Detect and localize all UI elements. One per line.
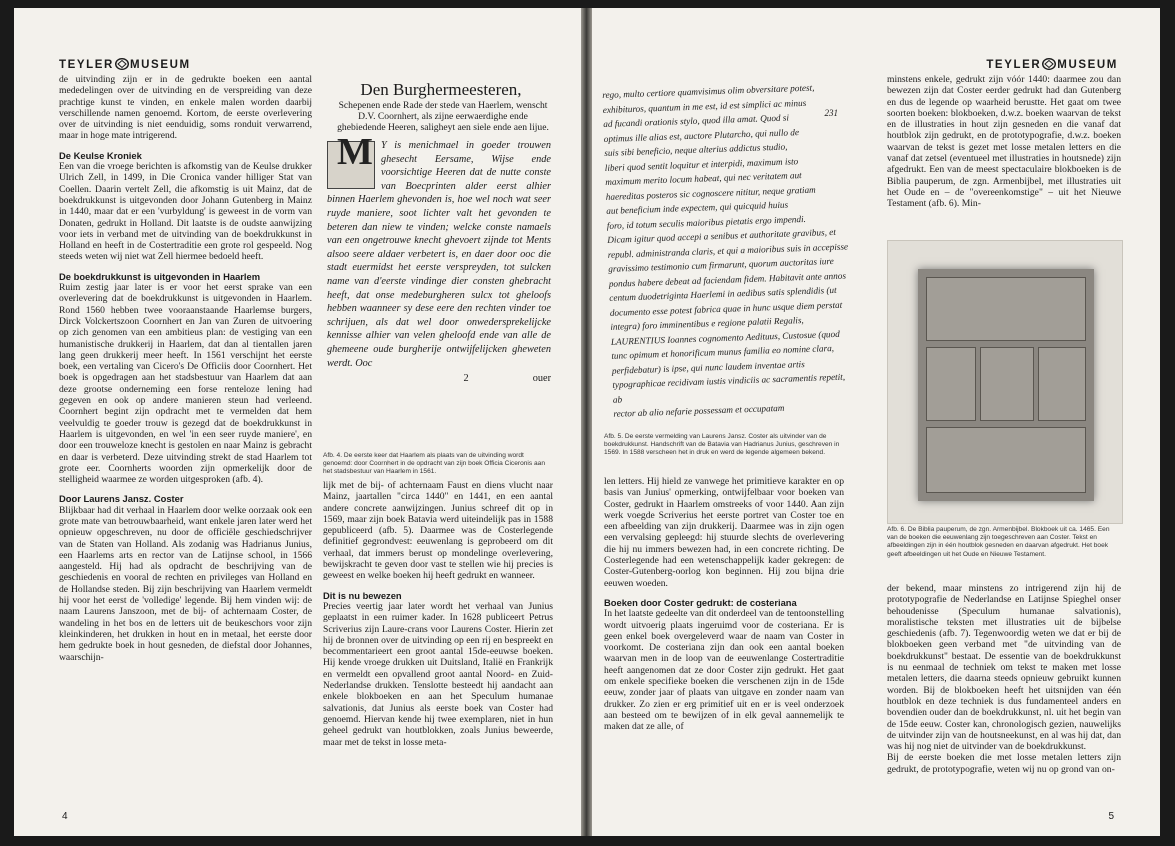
manuscript-line: maximum merito locum habeat, qui nec veritatem aut xyxy=(605,170,802,187)
paragraph: Een van die vroege berichten is afkomstig van de Keulse drukker Ulrich Zell, in 1499, in Die Cronica vander hilliger Stat van Coellen. Daarin vertelt Zell, die afkomstig is uit Mainz, dat de boekdrukkunst is uitgevonden door Johann Gutenberg in Mainz in 1440, maar dat er een 'vurbyldung' is geweest in de vorm van Donaten, gedrukt in Holland. Dit laatste is de oudste aanwijzing voor iets in verband met de uitvinding van de boekdrukkunst in Holland en heeft in de Costertraditie een grote rol gespeeld. Nog steeds weten wij niet wat Zell hiermee bedoeld heeft. xyxy=(59,161,312,263)
manuscript-line: optimus ille alias est, auctore Plutarcho, qui nullo de xyxy=(603,126,800,144)
fig5-caption: Afb. 5. De eerste vermelding van Laurens Jansz. Coster als uitvinder van de boekdrukkunst. Handschrift van de Batavia van Hadrianus Junius, geschreven in 1569. In 1588 verscheen het in druk en werd de legende algemeen bekend. xyxy=(604,433,840,457)
fig4-catchword: ouer xyxy=(532,373,551,385)
manuscript-line: haereditas posteros sic cognoscere nititur, neque gratiam xyxy=(605,184,816,202)
teyler-monogram-icon xyxy=(115,58,129,70)
fig4-signature: 2 xyxy=(463,373,469,385)
paragraph: lijk met de bij- of achternaam Faust en diens vlucht naar Mainz, jaartallen "circa 1440" en 1441, en een aantal andere concrete aanwijzingen. Junius schreef dit op in 1569, maar zijn boek Batavia werd uiteindelijk pas in 1588 gepubliceerd (afb. 5). Daarmee was de Costerlegende definitief gegrondvest: eeuwenlang is geprobeerd om dit verhaal, dat immers berust op mondelinge overlevering, bewijskracht te geven door vast te stellen wie hij precies is geweest en welke boeken hij heeft gedrukt en wanneer. xyxy=(323,480,553,582)
manuscript-handwriting xyxy=(602,80,855,422)
teyler-monogram-icon xyxy=(1042,58,1056,70)
fig4-subtitle: Schepenen ende Rade der stede van Haerlem, wenscht D.V. Coornhert, als zijne eerwaerdighe ende ghebiedende Heeren, saligheyt aen siele ende aen lijue. xyxy=(337,100,549,133)
left-page xyxy=(14,8,581,836)
manuscript-line: foro, id totum seculis maioribus pietatis ergo impendi. xyxy=(606,213,807,231)
paragraph: Blijkbaar had dit verhaal in Haarlem door welke oorzaak ook een grote mate van betrouwbaarheid, want enkele jaren later werd het opnieuw opgeschreven, nu door de officiële geschiedschrijver van de Staten van Holland. Als zodanig was Hadrianus Junius, een Haarlems arts en rector van de Latijnse school, in 1566 aangesteld. Hij had als opdracht de beschrijving van de geschiedenis en vooral de rechten en privileges van Holland en de Hollandse steden. Bij zijn beschrijving van Haarlem vermeldt hij voor het eerst de 'volledige' legende. Bij hem vinden wij: de naam Laurens Janszoon, met de bij- of achternaam Coster, de wandeling in het bos en de letters uit de beukeschors voor zijn kleinkinderen, het drukken in hout en in metaal, het eerste door hem gedrukte boek in hout gesneden, de diefstal door Johannes, waarschijn- xyxy=(59,504,312,663)
manuscript-line: rego, multo certiore quamvisimus olim obversitare potest, xyxy=(602,82,815,100)
manuscript-line: liberi quod sentit loquitur et interpidi, maximum isto xyxy=(604,155,799,173)
page-number: 4 xyxy=(62,811,68,822)
decorated-initial: M xyxy=(327,141,375,189)
fig4-body xyxy=(321,131,551,386)
running-header: TEYLER MUSEUM xyxy=(986,59,1118,71)
paragraph: Ruim zestig jaar later is er voor het eerst sprake van een overlevering dat de boekdrukkunst is uitgevonden in Haarlem. Rond 1560 hebben twee vooraanstaande Haarlemse burgers, Dirck Volckertszoon Coornhert en Jan van Zuren de uitvoering op zich genomen van een ambitieus plan: de vestiging van een humanistische drukkerij in Haarlem, dat dan al tientallen jaren lang geen drukkerij meer heeft. In 1561 verschijnt het eerste boek, een vertaling van Cicero's De Officiis door Coornhert. Het boek is opgedragen aan het stadsbestuur van Haarlem dat aan deze grootse onderneming een forse renteloze lening had gegeven en ook op andere manieren steun had verleend. Coornhert begint zijn opdracht met te vermelden dat hem veelvuldig te goeder trouw is gezegd dat de boekdrukkunst in Haarlem is uitgevonden, en wel 'in een seer ruyde maniere', en door een trouweloze knecht is gestolen en naar Mainz is gebracht en daar is verbeterd. Deze uitvinding strekt de stad Haarlem tot grote eer. Coornherts woorden zijn opmerkelijk door de stelligheid waarmee ze worden uitgesproken (afb. 4). xyxy=(59,282,312,486)
fig6-caption: Afb. 6. De Biblia pauperum, de zgn. Armenbijbel. Blokboek uit ca. 1465. Een van de boeken die eeuwenlang zijn toegeschreven aan Coster. Tekst en afbeeldingen zijn in één houtblok gesneden en daarvan afgedrukt. Het boek geeft afbeeldingen uit het Oude en Nieuwe Testament. xyxy=(887,526,1110,558)
section-heading: Boeken door Coster gedrukt: de costeriana xyxy=(604,596,797,608)
left-column-1 xyxy=(59,74,312,663)
manuscript-folio-number: 231 xyxy=(824,108,838,118)
running-header: TEYLER MUSEUM xyxy=(59,59,191,71)
fig4-title: Den Burghermeesteren, xyxy=(360,80,522,99)
manuscript-line: rector ab alio nefarie possessam et occupatam xyxy=(613,402,785,419)
right-column-2 xyxy=(887,74,1121,210)
section-heading: De boekdrukkunst is uitgevonden in Haarlem xyxy=(59,270,261,282)
blockbook-page-image xyxy=(918,269,1094,501)
manuscript-line: Dicam igitur quod accepi a senibus et authoritate gravibus, et republ. administranda claris, et qui a maioribus suis in accepisse gravissimo testimonio cum firmarunt, quorum auctoritas iure pondus habere debeat ad faciendam fidem. Habitavit ante annos centum duodetriginta Haerlemi in aedibus satis splendidis (ut documento esse potest fabrica quae in hunc usque diem perstat integra) foro imminentibus e regione palatii Regalis, LAURENTIUS Ioannes cognomento Aedituus, Custosue (quod tunc opimum et honorificum munus familia eo nomine clara, perfidebatur) is ipse, qui nunc laudem inventae artis typographicae recidivam iustis vindiciis ac sacramentis repetit, ab xyxy=(607,226,849,405)
page-number: 5 xyxy=(1108,811,1114,822)
manuscript-line: suis sibi beneficio, neque alterius addictus studio, xyxy=(604,141,788,158)
book-gutter xyxy=(581,8,592,836)
right-page xyxy=(592,8,1160,836)
manuscript-line: aut beneficium inde expectem, qui quicquid huius xyxy=(606,199,789,216)
manuscript-line: ad fucandi orationis stylo, quod illa amat. Quod si xyxy=(603,112,790,129)
paragraph: der bekend, maar minstens zo intrigerend zijn hij de prototypografie de Nederlandse en Latijnse Spieghel onser behoudenisse (Speculum humanae salvationis), moralistische teksten met illustraties uit de bijbelse geschiedenis (afb. 7). Tegenwoordig weten we dat er bij de blokboeken geen verband met "de uitvinding van de boekdrukkunst" bestaat. De essentie van de boekdrukkunst is nu eenmaal de techniek om tekst te maken met losse metalen letters, die daarna steeds opnieuw gebruikt kunnen worden. Bij de blokboeken heeft het uitsnijden van één houtblok en deze techniek is dus fundamenteel anders en bovendien ouder dan de boekdrukkunst, nl. uit het begin van de 15de eeuw. Coster kan, chronologisch gezien, nauwelijks de uitvinder zijn van de houtsneekunst, en al was hij dat, dan was hij nog niet de uitvinder van de boekdrukkunst. xyxy=(887,583,1121,753)
fig4-text: Y is menichmael in goeder trouwen ghesecht Eersame, Wijse ende voorsichtige Heeren dat de nutte conste van Boecprinten alder eerst alhier binnen Haerlem ghevonden is, hoe wel noch wat seer ruyde maniere, soot lichter valt het gevonden te beteren dan niew te vinden; welcke conste namaels van een ongetrouwe knecht ghevoert zijnde tot Ments alsoo seere aldaer verbetert is, en daer door ooc die stadt euermidst het eerste verspreyden, tot sulcken name van d'eerste vindinge dier consten ghebracht heeft, dat onse medeburgheren sulcx tot gheloofs hebben waanneer sy dese eere den rechten vinder toe schrijuen, als dat wel door onwedersprekelijcke kennisse alhier van velen gheloofd ende van alle de ghemeene oude burgherije ontwijfelijcken gheweten werdt. Ooc xyxy=(327,140,551,369)
paragraph: Bij de eerste boeken die met losse metalen letters zijn gedrukt, de prototypografie, weten wij nu op grond van on- xyxy=(887,752,1121,775)
section-heading: Dit is nu bewezen xyxy=(323,589,402,601)
section-heading: Door Laurens Jansz. Coster xyxy=(59,493,184,505)
paragraph: len letters. Hij hield ze vanwege het primitieve karakter en op basis van Junius' opmerking, ontwijfelbaar voor boeken van Coster, gedrukt in Haarlem omstreeks of voor 1440. Aan zijn werk voegde Scriverius het eerste portret van Coster toe en een afbeelding van zijn drukkerij. Daarmee was in zijn ogen een vervalsing gepleegd: hij stuurde slechts de overlevering die hij nu immers bewezen had, in een concrete richting. De Costerlegende had een wetenschappelijk kader gekregen: de Coster-Gutenberg-oorlog kon beginnen. Hij zou bijna drie eeuwen woeden. xyxy=(604,476,844,589)
paragraph: In het laatste gedeelte van dit onderdeel van de tentoonstelling wordt uitvoerig plaats ingeruimd voor de costeriana. Er is geen enkel boek overgeleverd waar de naam van Coster in voorkomt. De costeriana zijn dan ook een aantal boeken waarvan men in de loop van de eeuwenlange Costertraditie heeft aangenomen dat ze door Coster zijn gedrukt. Het gaat om enkele specifieke boeken die verschenen zijn in de 15de eeuw, zonder jaar of plaats van uitgave en zonder naam van drukker. Zo zien er erg primitief uit en er is veel onderzoek aan besteed om te bewijzen of in elk geval aannemelijk te maken dat ze alle, of xyxy=(604,608,844,733)
figure-6-biblia-pauperum xyxy=(887,240,1123,524)
paragraph: minstens enkele, gedrukt zijn vóór 1440: daarmee zou dan bewezen zijn dat Coster eerder gedrukt had dan Gutenberg en dus de legende op waarheid berustte. Het gaat om twee soorten boeken: blokboeken, d.w.z. boeken waarvan de tekst en de illustraties in hout zijn gesneden en die vanaf dat houtblok zijn gedrukt, en de prototypografie, d.w.z. boeken waarvan de tekst is gezet met losse metalen letters en die vanaf dat zetsel (eventueel met illustraties in houtsnede) zijn afgedrukt. Een van de meest spectaculaire blokboeken is de Biblia pauperum, de zgn. Armenbijbel, met illustraties uit het Oude en – de "overeenkomstige" – uit het Nieuwe Testament (afb. 6). Min- xyxy=(887,74,1121,210)
right-column-1 xyxy=(604,476,844,733)
fig4-caption: Afb. 4. De eerste keer dat Haarlem als plaats van de uitvinding wordt genoemd: door Coornhert in de opdracht van zijn boek Officia Ciceronis aan het stadsbestuur van Haarlem in 1561. xyxy=(323,452,545,476)
figure-4-coornhert-dedication xyxy=(321,80,551,446)
left-column-2 xyxy=(323,480,553,748)
paragraph: de uitvinding zijn er in de gedrukte boeken een aantal mededelingen over de uitvinding en de verspreiding van deze prachtige kunst te vinden, en enkele malen worden daarbij verschillende namen genoemd. Kortom, de eerste overlevering over de uitvinding is niet eenduidig, soms ronduit verwarrend, maar in hoge mate intrigerend. xyxy=(59,74,312,142)
right-column-3 xyxy=(887,583,1121,775)
section-heading: De Keulse Kroniek xyxy=(59,149,142,161)
paragraph: Precies veertig jaar later wordt het verhaal van Junius geplaatst in een ruimer kader. In 1628 publiceert Petrus Scriverius zijn Laure-crans voor Laurens Coster. Hierin zet hij de bronnen over de uitvinding op een rij en bespreekt en becommentarieert een groot aantal 15de-eeuwse boeken. Hij kende vroege drukken uit Duitsland, Italië en Frankrijk en vermeldt een opvallend groot aantal Noord- en Zuid-Nederlandse drukken. Tenslotte besteedt hij aandacht aan enkele blokboeken en aan het Speculum humanae salvationis, dat Junius als eerste boek van Coster had genoemd. Hiervan kende hij twee exemplaren, niet in hun geheel gedrukt van houtblokken, zoals Junius beweerde, maar met de tekst in losse meta- xyxy=(323,600,553,748)
manuscript-line: exhibituros, quantum in me est, id est simplici ac minus xyxy=(602,97,807,115)
figure-5-junius-manuscript xyxy=(602,82,849,419)
